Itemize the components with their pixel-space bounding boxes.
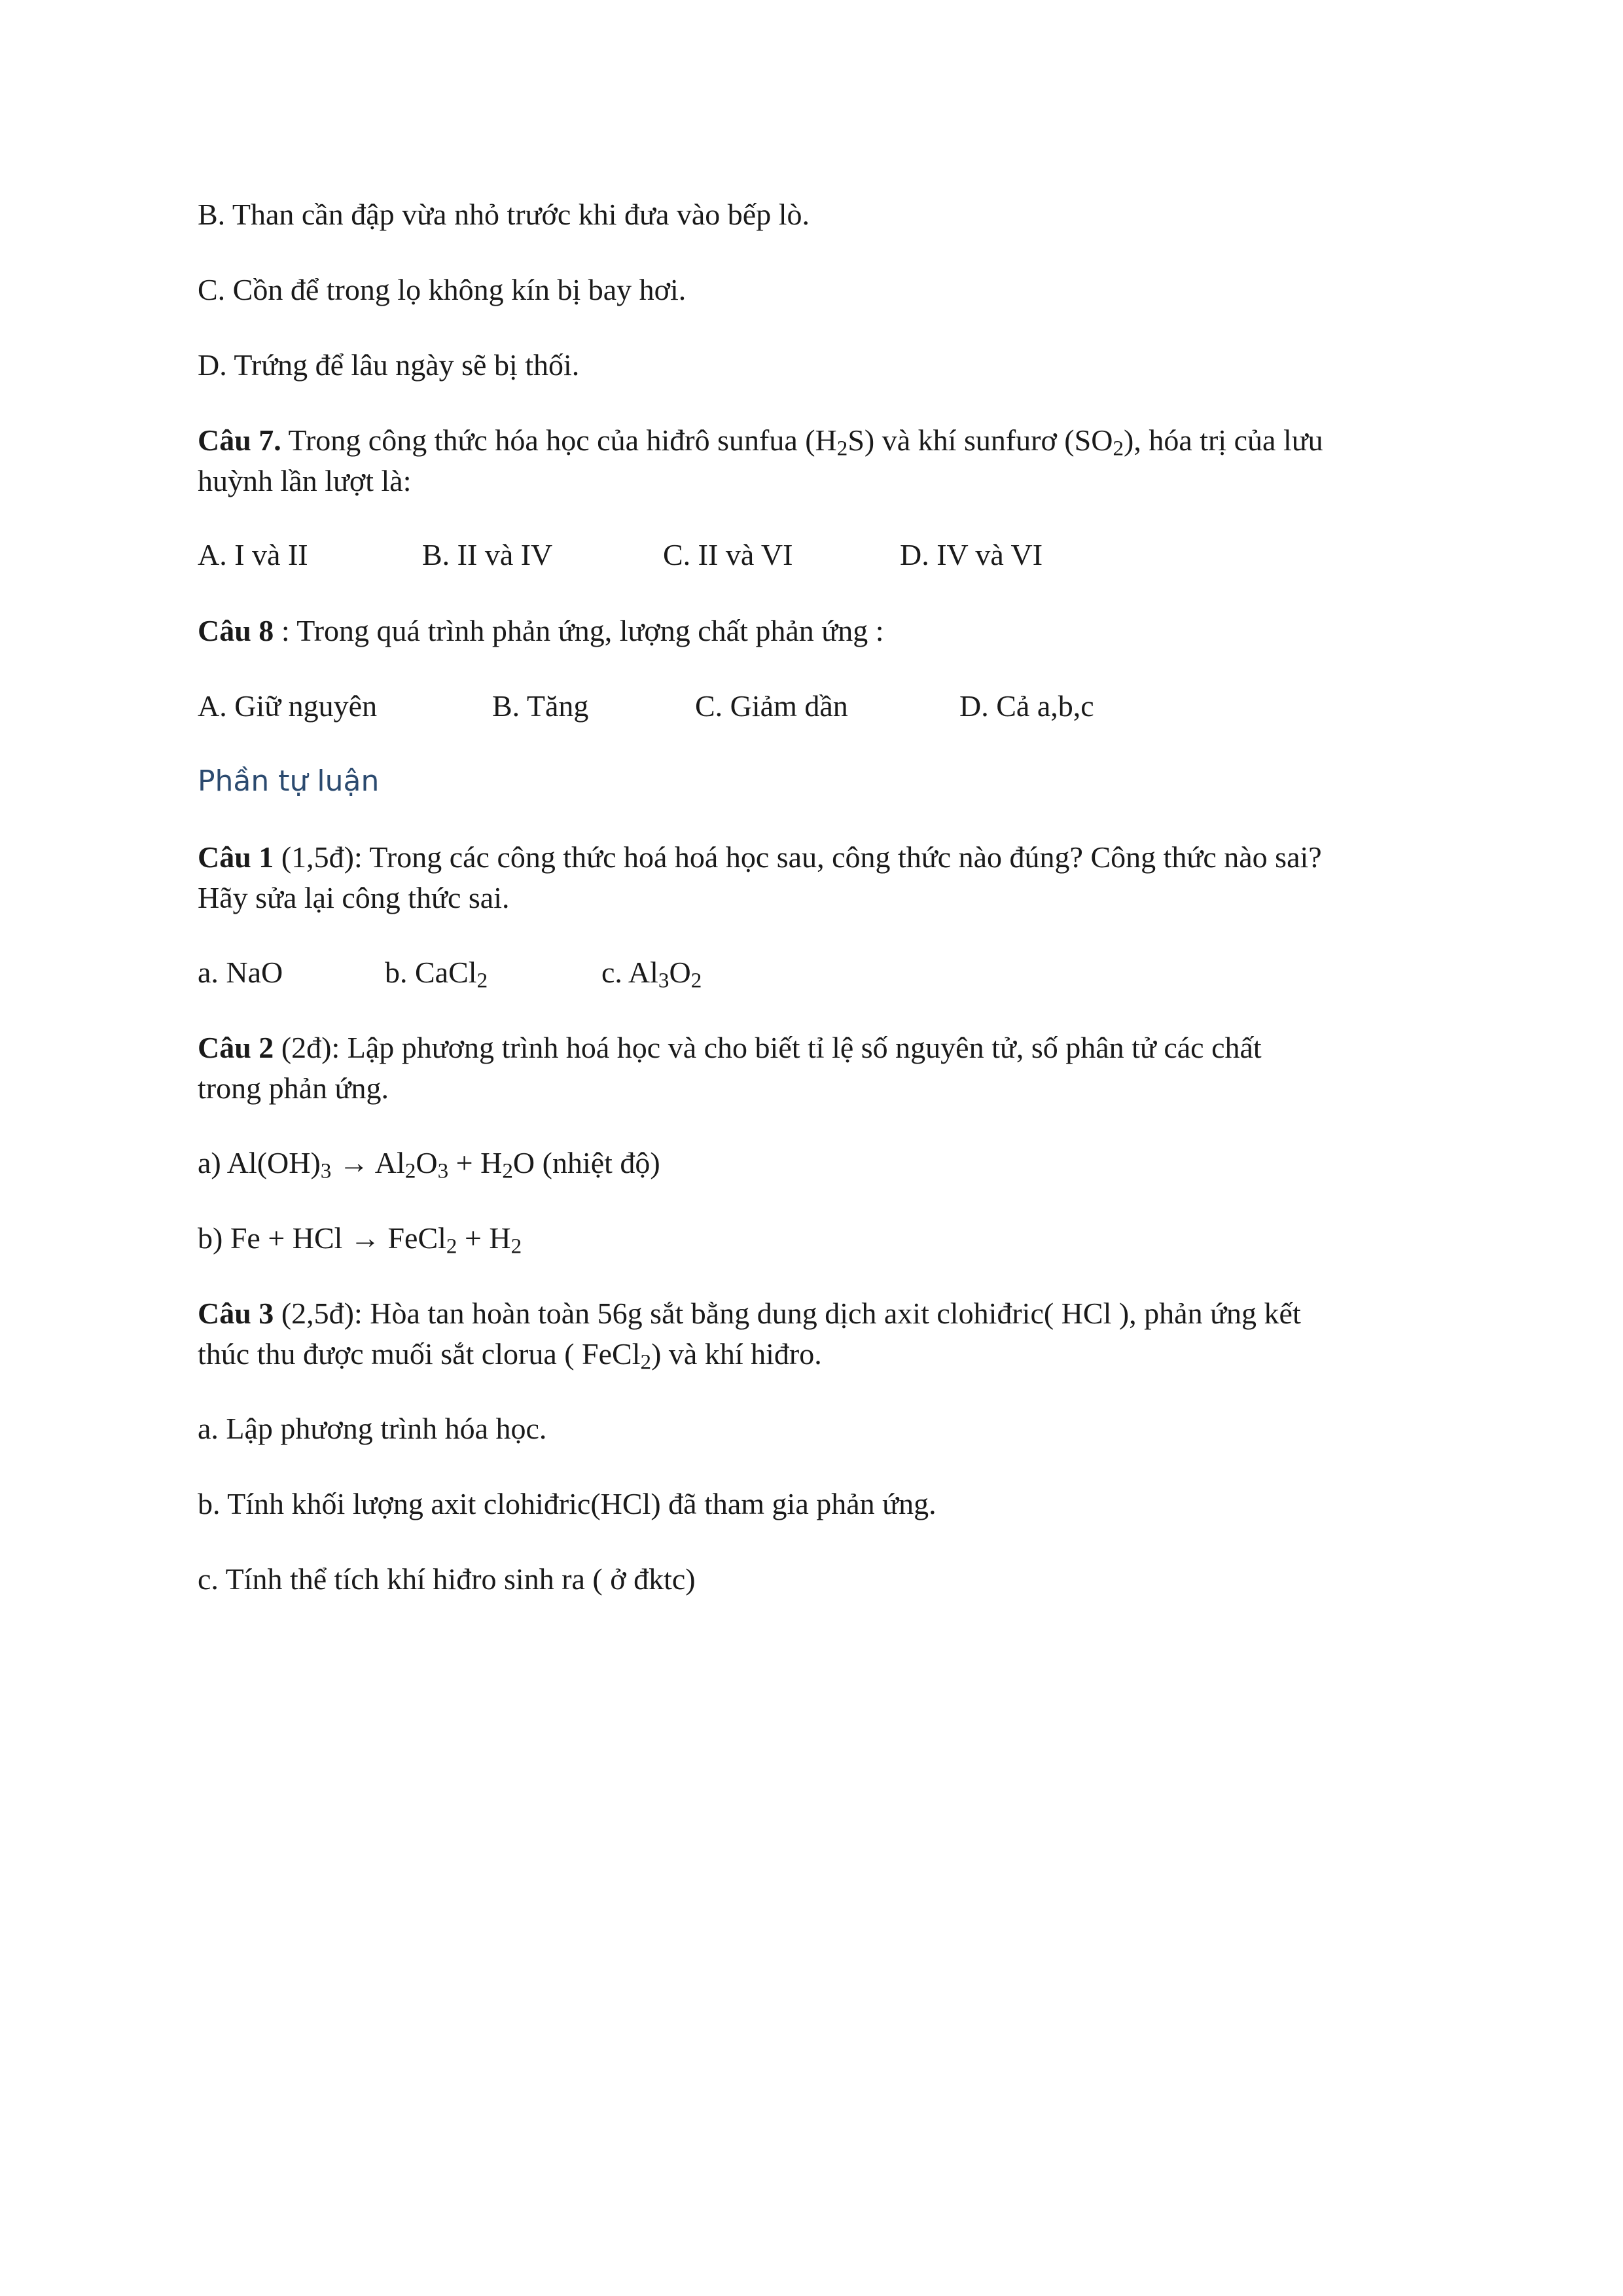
question-8-option-b: B. Tăng [492, 689, 589, 723]
essay-question-1-formulas [198, 951, 983, 994]
question-7-option-b: B. II và IV [422, 538, 553, 571]
question-8-option-d: D. Cả a,b,c [959, 689, 1094, 723]
essay-question-3-part-a: a. Lập phương trình hóa học. [198, 1412, 547, 1445]
essay-section-heading: Phần tự luận [198, 764, 380, 798]
question-7-option-a: A. I và II [198, 538, 308, 571]
essay-question-3-stem-line2: thúc thu được muối sắt clorua ( FeCl$_2$) và khí hiđro. [198, 1337, 822, 1374]
question-7-stem-line2: huỳnh lần lượt là: [198, 464, 412, 497]
question-8-label: Câu 8 [198, 614, 274, 647]
question-7-option-d: D. IV và VI [900, 538, 1043, 571]
question-8-options [198, 685, 1179, 728]
question-7-option-c: C. II và VI [663, 538, 793, 571]
equation-b: b) Fe + HCl → FeCl$_2$ + $H_2$ [198, 1221, 522, 1259]
question-8-stem: Câu 8 : Trong quá trình phản ứng, lượng chất phản ứng : [198, 614, 884, 647]
essay-question-3-label: Câu 3 [198, 1297, 274, 1330]
essay-question-1-stem-line2: Hãy sửa lại công thức sai. [198, 881, 510, 914]
essay-question-1-label: Câu 1 [198, 840, 274, 874]
equation-a: a) $Al(OH)_3 \to Al_2O_3 + H_2O$ (nhiệt độ) [198, 1146, 660, 1183]
essay-question-3-part-b: b. Tính khối lượng axit clohiđric(HCl) đã tham gia phản ứng. [198, 1487, 936, 1520]
question-6-option-b: B. Than cần đập vừa nhỏ trước khi đưa vào bếp lò. [198, 198, 810, 231]
essay-question-2-label: Câu 2 [198, 1031, 274, 1064]
question-8-option-a: A. Giữ nguyên [198, 689, 378, 723]
essay-question-3-stem: Câu 3 (2,5đ): Hòa tan hoàn toàn 56g sắt bằng dung dịch axit clohiđric( HCl ), phản ứng kết [198, 1297, 1301, 1330]
question-7-stem: Câu 7. Trong công thức hóa học của hiđrô sunfua $(H_2S)$ và khí sunfurơ $(SO_2)$, hóa trị của lưu [198, 423, 1323, 461]
formula-b: b. CaCl$_2$ [385, 956, 488, 993]
question-6-option-d: D. Trứng để lâu ngày sẽ bị thối. [198, 348, 580, 382]
essay-question-1-stem: Câu 1 (1,5đ): Trong các công thức hoá hoá học sau, công thức nào đúng? Công thức nào sai? [198, 840, 1322, 874]
question-7-options [198, 533, 1179, 577]
essay-question-2-stem-line2: trong phản ứng. [198, 1071, 389, 1105]
formula-c: c. $Al_3O_2$ [601, 956, 702, 993]
essay-question-3-part-c: c. Tính thể tích khí hiđro sinh ra ( ở đktc) [198, 1562, 696, 1596]
question-7-label: Câu 7. [198, 423, 281, 457]
formula-a: a. NaO [198, 956, 283, 989]
question-6-option-c: C. Cồn để trong lọ không kín bị bay hơi. [198, 273, 687, 306]
question-8-option-c: C. Giảm dần [695, 689, 848, 723]
essay-question-2-stem: Câu 2 (2đ): Lập phương trình hoá học và cho biết tỉ lệ số nguyên tử, số phân tử các chất [198, 1031, 1262, 1064]
